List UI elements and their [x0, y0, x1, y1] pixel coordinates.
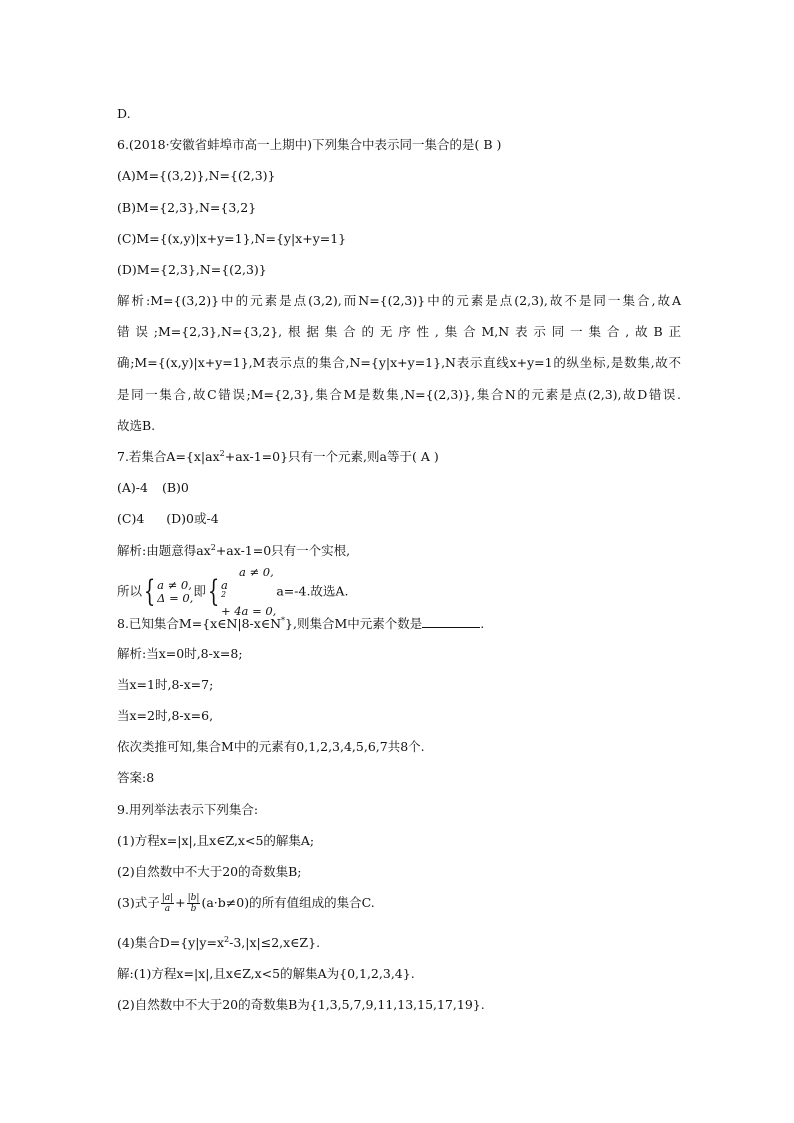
q9-part-1: (1)方程x=|x|,且x∈Z,x<5的解集A;: [117, 833, 315, 848]
brace-symbol: {: [143, 574, 156, 609]
q6-analysis-line-2: 错误;M={2,3},N={3,2},根据集合的无序性,集合M,N表示同一集合,故B正: [117, 324, 681, 339]
q6-option-d: (D)M={2,3},N={(2,3)}: [117, 262, 267, 277]
problem-9-title: 9.用列举法表示下列集合:: [117, 802, 259, 817]
q7-analysis: 解析:由题意得$ax^2+ax-1=0$只有一个实根,: [117, 542, 351, 558]
q6-conclusion: 故选B.: [117, 418, 156, 433]
problem-8-title: 8.已知集合M={x∈N|8-x∈N*},则集合M中元素个数是 .: [117, 615, 485, 631]
fraction-a: $\frac{|a|}{a}$: [161, 893, 174, 914]
q7-options-cd: (C)4 (D)0或-4: [117, 511, 219, 526]
q6-option-c: (C)M={(x,y)|x+y=1},N={y|x+y=1}: [117, 231, 347, 246]
problem-6-title: 6.(2018·安徽省蚌埠市高一上期中)下列集合中表示同一集合的是( B ): [117, 137, 502, 152]
q6-option-b: (B)M={2,3},N={3,2}: [117, 200, 257, 215]
option-d-end: D.: [117, 106, 131, 121]
q7-system: 所以{ a ≠ 0, Δ = 0, 即{ a ≠ 0, a $^2$ + 4a = 0, a=-4.故选A.: [117, 565, 349, 618]
brace-symbol: {: [207, 574, 220, 609]
problem-7-title: 7.若集合$A=\{x|ax^2+ax-1=0\}$只有一个元素,则a等于( A ): [117, 448, 439, 464]
q8-analysis-4: 依次类推可知,集合M中的元素有0,1,2,3,4,5,6,7共8个.: [117, 739, 425, 754]
q6-analysis-line-3: 确;M={(x,y)|x+y=1},M表示点的集合,N={y|x+y=1},N表示直线x+y=1的纵坐标,是数集,故不: [117, 355, 681, 370]
q6-analysis-line-4: 是同一集合,故C错误;M={2,3},集合M是数集,N={(2,3)},集合N的元素是点(2,3),故D错误.: [117, 387, 681, 402]
fraction-b: $\frac{|b|}{b}$: [187, 893, 200, 914]
q8-analysis-3: 当x=2时,8-x=6,: [117, 708, 214, 723]
answer-blank: [422, 615, 480, 628]
q9-solution-1: 解:(1)方程x=|x|,且x∈Z,x<5的解集A为{0,1,2,3,4}.: [117, 966, 415, 981]
q9-part-2: (2)自然数中不大于20的奇数集B;: [117, 864, 302, 879]
q6-analysis-line-1: 解析:M={(3,2)}中的元素是点(3,2),而N={(2,3)}中的元素是点(2,3),故不是同一集合,故A: [117, 293, 681, 308]
q8-analysis-2: 当x=1时,8-x=7;: [117, 677, 214, 692]
q9-solution-2: (2)自然数中不大于20的奇数集B为{1,3,5,7,9,11,13,15,17,19}.: [117, 997, 485, 1012]
q7-options-ab: (A)-4 (B)0: [117, 480, 189, 495]
q6-option-a: (A)M={(3,2)},N={(2,3)}: [117, 168, 276, 183]
q8-analysis-1: 解析:当x=0时,8-x=8;: [117, 646, 243, 661]
system-1: a ≠ 0, Δ = 0,: [157, 578, 194, 605]
q9-part-4: (4)集合$D=\{y|y=x^2-3,|x|\le 2,x\in Z\}$.: [117, 934, 321, 950]
system-2: a ≠ 0, a $^2$ + 4a = 0,: [220, 565, 277, 618]
q8-answer: 答案:8: [117, 770, 155, 785]
q9-part-3: (3)式子 $\frac{|a|}{a}$ + $\frac{|b|}{b}$ (a·b≠0)的所有值组成的集合C.: [117, 893, 375, 914]
